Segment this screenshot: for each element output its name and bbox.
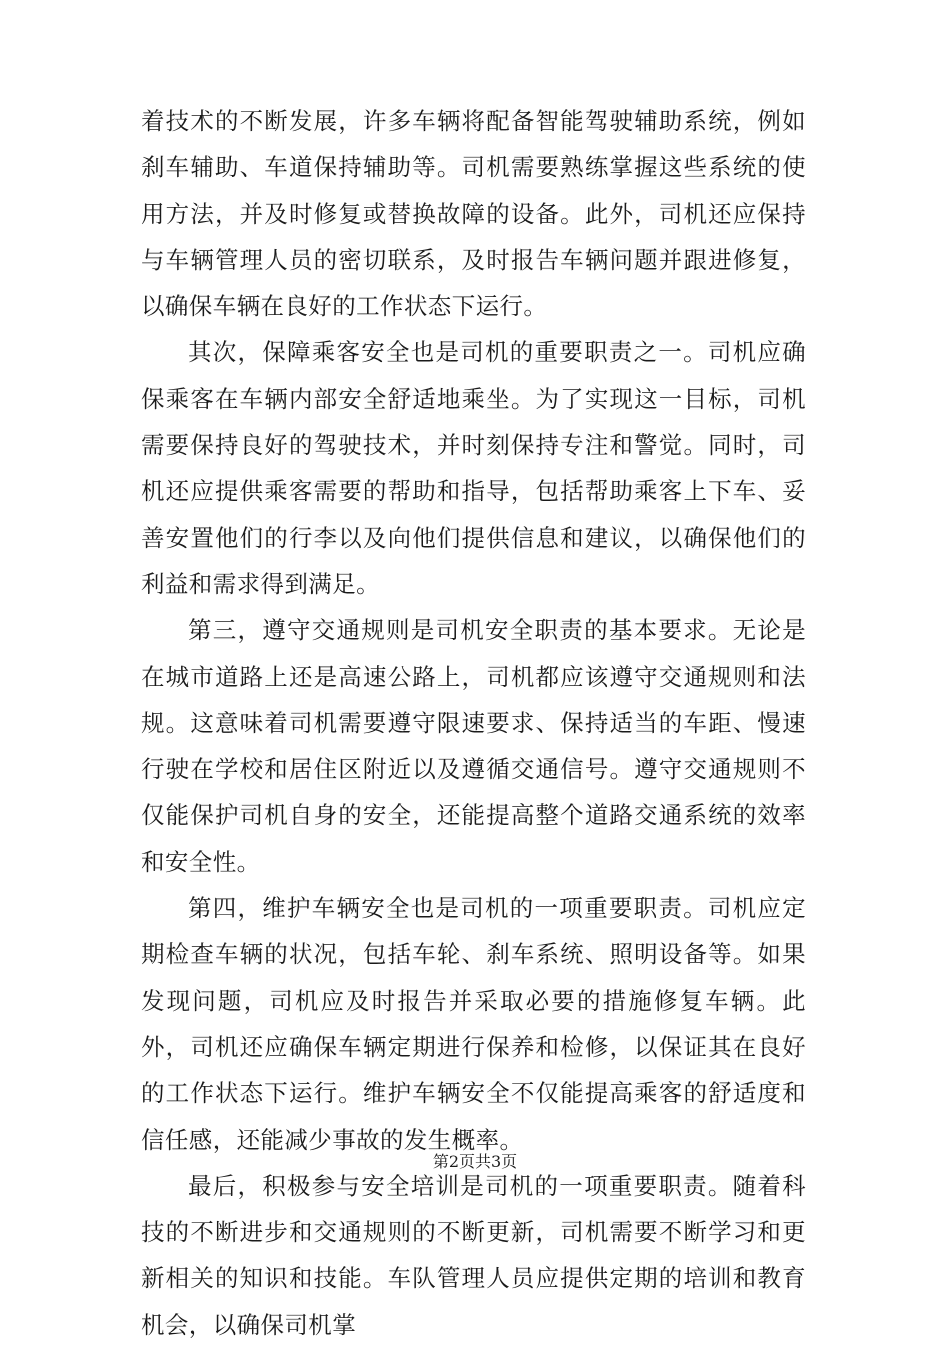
paragraph-traffic-rules: 第三，遵守交通规则是司机安全职责的基本要求。无论是在城市道路上还是高速公路上，司机都应该遵守交通规则和法规。这意味着司机需要遵守限速要求、保持适当的车距、慢速行驶在学校和居住区附近以及遵循交通信号。遵守交通规则不仅能保护司机自身的安全，还能提高整个道路交通系统的效率和安全性。 bbox=[141, 616, 806, 876]
paragraph-passenger-safety: 其次，保障乘客安全也是司机的重要职责之一。司机应确保乘客在车辆内部安全舒适地乘坐。为了实现这一目标，司机需要保持良好的驾驶技术，并时刻保持专注和警觉。同时，司机还应提供乘客需要的帮助和指导，包括帮助乘客上下车、妥善安置他们的行李以及向他们提供信息和建议，以确保他们的利益和需求得到满足。 bbox=[141, 338, 806, 598]
page-number-footer: 第2页共3页 bbox=[432, 1152, 518, 1171]
paragraph-continuation: 着技术的不断发展，许多车辆将配备智能驾驶辅助系统，例如刹车辅助、车道保持辅助等。司机需要熟练掌握这些系统的使用方法，并及时修复或替换故障的设备。此外，司机还应保持与车辆管理人员的密切联系，及时报告车辆问题并跟进修复，以确保车辆在良好的工作状态下运行。 bbox=[141, 107, 806, 321]
paragraph-vehicle-maintenance: 第四，维护车辆安全也是司机的一项重要职责。司机应定期检查车辆的状况，包括车轮、刹车系统、照明设备等。如果发现问题，司机应及时报告并采取必要的措施修复车辆。此外，司机还应确保车辆定期进行保养和检修，以保证其在良好的工作状态下运行。维护车辆安全不仅能提高乘客的舒适度和信任感，还能减少事故的发生概率。 bbox=[141, 894, 806, 1154]
paragraph-safety-training: 最后，积极参与安全培训是司机的一项重要职责。随着科技的不断进步和交通规则的不断更新，司机需要不断学习和更新相关的知识和技能。车队管理人员应提供定期的培训和教育机会，以确保司机掌 bbox=[141, 1171, 806, 1339]
